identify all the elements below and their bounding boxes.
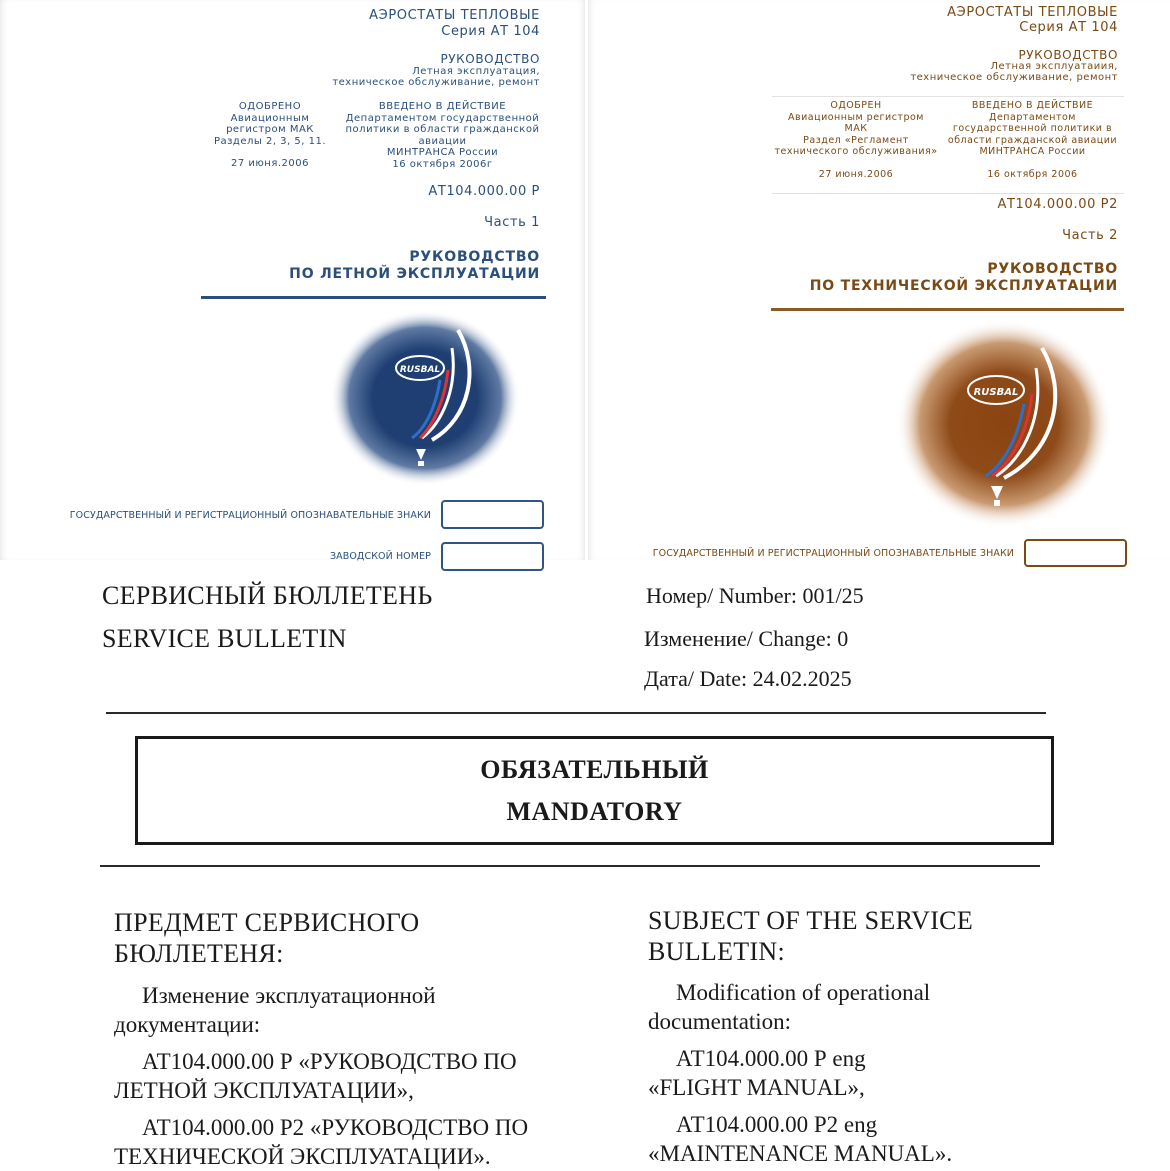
balloon-logo-emblem: [892, 318, 1112, 533]
mandatory-box: [135, 736, 1054, 845]
body-ru-para: [114, 981, 614, 1039]
body-ru-line: АТ104.000.00 Р «РУКОВОДСТВО ПО: [142, 1049, 517, 1074]
serial-number-label: ЗАВОДСКОЙ НОМЕР: [329, 551, 431, 562]
bulletin-number: Номер/ Number: 001/25: [646, 583, 864, 608]
body-ru-line: ТЕХНИЧЕСКОЙ ЭКСПЛУАТАЦИИ».: [114, 1144, 491, 1169]
part-number: Часть 2: [1062, 228, 1118, 243]
body-ru-line: документации:: [114, 1012, 261, 1037]
mandatory-ru: ОБЯЗАТЕЛЬНЫЙ: [480, 755, 709, 784]
subject-en-line: SUBJECT OF THE SERVICE: [648, 906, 973, 935]
manual-cover-part2: [588, 0, 1170, 560]
bulletin-change: Изменение/ Change: 0: [644, 626, 849, 651]
approved-date: 27 июня.2006: [230, 158, 309, 169]
approved-line: Авиационным: [230, 112, 310, 124]
approved-line: Разделы 2, 3, 5, 11.: [213, 135, 327, 147]
registration-marks-label: ГОСУДАРСТВЕННЫЙ И РЕГИСТРАЦИОННЫЙ ОПОЗНАВАТЕЛЬНЫЕ ЗНАКИ: [652, 548, 1014, 559]
divider: [772, 193, 1124, 194]
manual-title-1: РУКОВОДСТВО: [987, 261, 1118, 277]
subject-ru-line: БЮЛЛЕТЕНЯ:: [114, 939, 284, 968]
enacted-heading: ВВЕДЕНО В ДЕЙСТВИЕ: [971, 100, 1094, 111]
enacted-block: [340, 101, 545, 170]
bulletin-date: Дата/ Date: 24.02.2025: [644, 666, 852, 691]
approved-block: [766, 100, 946, 180]
body-en-line: documentation:: [648, 1009, 792, 1034]
body-ru-line: ЛЕТНОЙ ЭКСПЛУАТАЦИИ»,: [114, 1078, 414, 1103]
enacted-date: 16 октября 2006: [987, 168, 1078, 180]
bulletin-title-en: SERVICE BULLETIN: [102, 624, 347, 653]
body-en-para: [648, 978, 1148, 1036]
approved-line: МАК: [844, 123, 868, 134]
title-underline: [201, 296, 546, 299]
box-divider: [100, 865, 1040, 867]
approved-heading: ОДОБРЕН: [830, 100, 882, 111]
enacted-block: [940, 100, 1125, 180]
body-en-line: «MAINTENANCE MANUAL».: [648, 1141, 953, 1166]
body-en-para: [648, 1044, 1148, 1102]
manual-title-2: ПО ЛЕТНОЙ ЭКСПЛУАТАЦИИ: [289, 266, 540, 282]
registration-marks-field[interactable]: [441, 500, 544, 529]
series-number: Серия АТ 104: [1019, 20, 1118, 35]
approved-block: [200, 101, 340, 170]
enacted-line: МИНТРАНСА России: [979, 146, 1086, 157]
approved-line: технического обслуживания»: [774, 146, 938, 157]
body-en-line: АТ104.000.00 Р eng: [676, 1046, 866, 1071]
body-ru-line: Изменение эксплуатационной: [142, 983, 436, 1008]
series-title: АЭРОСТАТЫ ТЕПЛОВЫЕ: [947, 5, 1118, 20]
body-ru-para: [114, 1047, 614, 1105]
body-en-line: АТ104.000.00 Р2 eng: [676, 1112, 878, 1137]
body-en-line: «FLIGHT MANUAL»,: [648, 1075, 865, 1100]
enacted-heading: ВВЕДЕНО В ДЕЙСТВИЕ: [378, 101, 507, 112]
enacted-line: Департаментом государственной: [345, 112, 540, 124]
body-ru-line: АТ104.000.00 Р2 «РУКОВОДСТВО ПО: [142, 1115, 529, 1140]
approved-line: Авиационным регистром: [788, 111, 924, 123]
balloon-logo-emblem: [330, 308, 520, 488]
enacted-line: Департаментом: [989, 111, 1076, 123]
logo-text: RUSBAL: [973, 387, 1019, 398]
doc-number: АТ104.000.00 Р: [428, 184, 540, 199]
logo-text: RUSBAL: [399, 365, 441, 375]
divider: [772, 96, 1124, 97]
title-underline: [771, 308, 1124, 311]
part-number: Часть 1: [484, 215, 540, 230]
subject-en: [648, 905, 1148, 967]
series-number: Серия АТ 104: [441, 24, 540, 39]
subject-ru-line: ПРЕДМЕТ СЕРВИСНОГО: [114, 908, 420, 937]
approved-line: регистром МАК: [226, 124, 314, 135]
enacted-line: политики в области гражданской: [345, 124, 540, 135]
body-en: [648, 978, 1148, 1168]
enacted-line: МИНТРАНСА России: [386, 147, 499, 158]
body-en-line: Modification of operational: [676, 980, 931, 1005]
approved-date: 27 июня.2006: [818, 168, 894, 180]
header-divider: [106, 712, 1046, 714]
guide-sub-2: техническое обслуживание, ремонт: [332, 77, 540, 88]
manual-title-2: ПО ТЕХНИЧЕСКОЙ ЭКСПЛУАТАЦИИ: [809, 278, 1118, 294]
series-title: АЭРОСТАТЫ ТЕПЛОВЫЕ: [369, 8, 540, 23]
registration-marks-label: ГОСУДАРСТВЕННЫЙ И РЕГИСТРАЦИОННЫЙ ОПОЗНАВАТЕЛЬНЫЕ ЗНАКИ: [69, 510, 431, 521]
enacted-line: государственной политики в: [952, 123, 1113, 134]
approved-line: Раздел «Регламент: [803, 134, 909, 146]
doc-number: АТ104.000.00 Р2: [997, 197, 1118, 212]
subject-en-line: BULLETIN:: [648, 937, 786, 966]
guide-sub-1: Летная эксплуатация,: [412, 66, 540, 77]
guide-sub-1: Летная эксплуатаиия,: [990, 61, 1118, 72]
bulletin-title-ru: СЕРВИСНЫЙ БЮЛЛЕТЕНЬ: [102, 581, 433, 610]
body-ru-para: [114, 1113, 614, 1171]
approved-heading: ОДОБРЕНО: [238, 101, 302, 112]
body-en-para: [648, 1110, 1148, 1168]
enacted-date: 16 октября 2006г: [392, 158, 493, 170]
guide-heading: РУКОВОДСТВО: [440, 52, 540, 66]
service-bulletin-page: [0, 565, 1170, 1169]
enacted-line: авиации: [418, 135, 467, 147]
guide-sub-2: техническое обслуживание, ремонт: [910, 72, 1118, 83]
manual-title-1: РУКОВОДСТВО: [409, 249, 540, 265]
body-ru: [114, 981, 614, 1171]
enacted-line: области гражданской авиации: [947, 134, 1118, 146]
manual-cover-part1: [0, 0, 585, 560]
registration-marks-field[interactable]: [1024, 539, 1127, 567]
mandatory-en: MANDATORY: [506, 797, 683, 826]
subject-ru: [114, 907, 614, 969]
guide-heading: РУКОВОДСТВО: [1018, 48, 1118, 62]
